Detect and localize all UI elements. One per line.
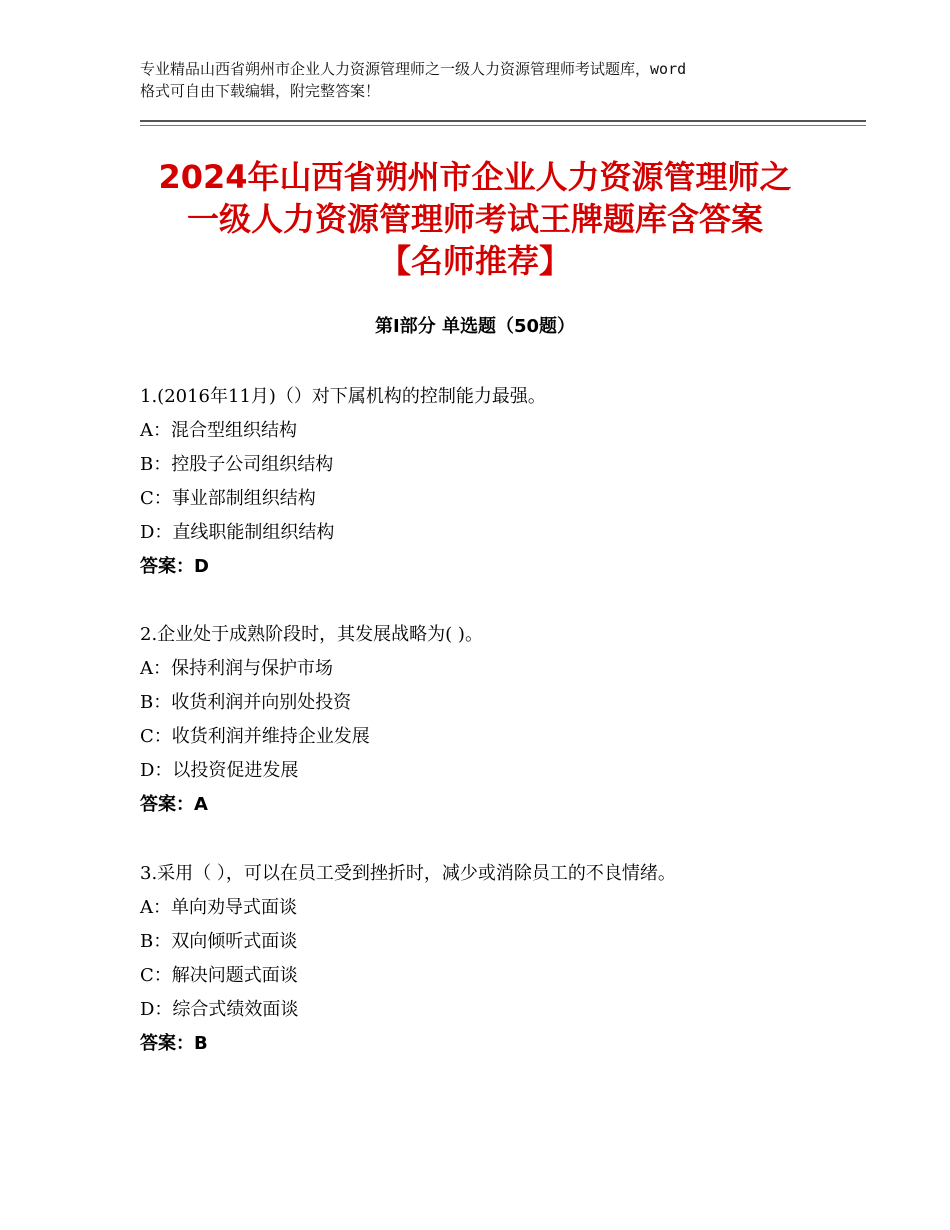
question-block bbox=[140, 857, 870, 1061]
answer-label: 答案：D bbox=[140, 556, 209, 577]
title-line-2: 一级人力资源管理师考试王牌题库含答案 bbox=[186, 200, 763, 238]
option-d: D：以投资促进发展 bbox=[140, 760, 299, 781]
option-c: C：解决问题式面谈 bbox=[140, 965, 298, 986]
option-d: D：综合式绩效面谈 bbox=[140, 999, 299, 1020]
question-stem: 3.采用（ ），可以在员工受到挫折时，减少或消除员工的不良情绪。 bbox=[140, 863, 676, 884]
header-note-line-1: 专业精品山西省朔州市企业人力资源管理师之一级人力资源管理师考试题库，word bbox=[140, 60, 687, 78]
option-b: B：双向倾听式面谈 bbox=[140, 931, 298, 952]
document-title bbox=[100, 156, 850, 282]
title-line-3: 【名师推荐】 bbox=[378, 242, 571, 280]
header-note-line-2: 格式可自由下载编辑，附完整答案！ bbox=[140, 82, 381, 100]
header-divider-thick bbox=[140, 120, 866, 122]
question-block bbox=[140, 618, 870, 822]
option-c: C：收货利润并维持企业发展 bbox=[140, 726, 370, 747]
question-stem: 2.企业处于成熟阶段时，其发展战略为( )。 bbox=[140, 624, 483, 645]
header-note bbox=[140, 58, 830, 102]
option-a: A：保持利润与保护市场 bbox=[140, 658, 333, 679]
answer-label: 答案：B bbox=[140, 1033, 208, 1054]
title-line-1: 2024年山西省朔州市企业人力资源管理师之 bbox=[158, 158, 792, 196]
option-b: B：收货利润并向别处投资 bbox=[140, 692, 352, 713]
header-divider-thin bbox=[140, 125, 866, 126]
question-stem: 1.(2016年11月)（）对下属机构的控制能力最强。 bbox=[140, 386, 546, 407]
option-d: D：直线职能制组织结构 bbox=[140, 522, 335, 543]
option-b: B：控股子公司组织结构 bbox=[140, 454, 334, 475]
option-c: C：事业部制组织结构 bbox=[140, 488, 316, 509]
option-a: A：混合型组织结构 bbox=[140, 420, 297, 441]
question-block bbox=[140, 380, 870, 584]
answer-label: 答案：A bbox=[140, 794, 208, 815]
section-heading: 第Ⅰ部分 单选题（50题） bbox=[374, 316, 575, 337]
option-a: A：单向劝导式面谈 bbox=[140, 897, 297, 918]
